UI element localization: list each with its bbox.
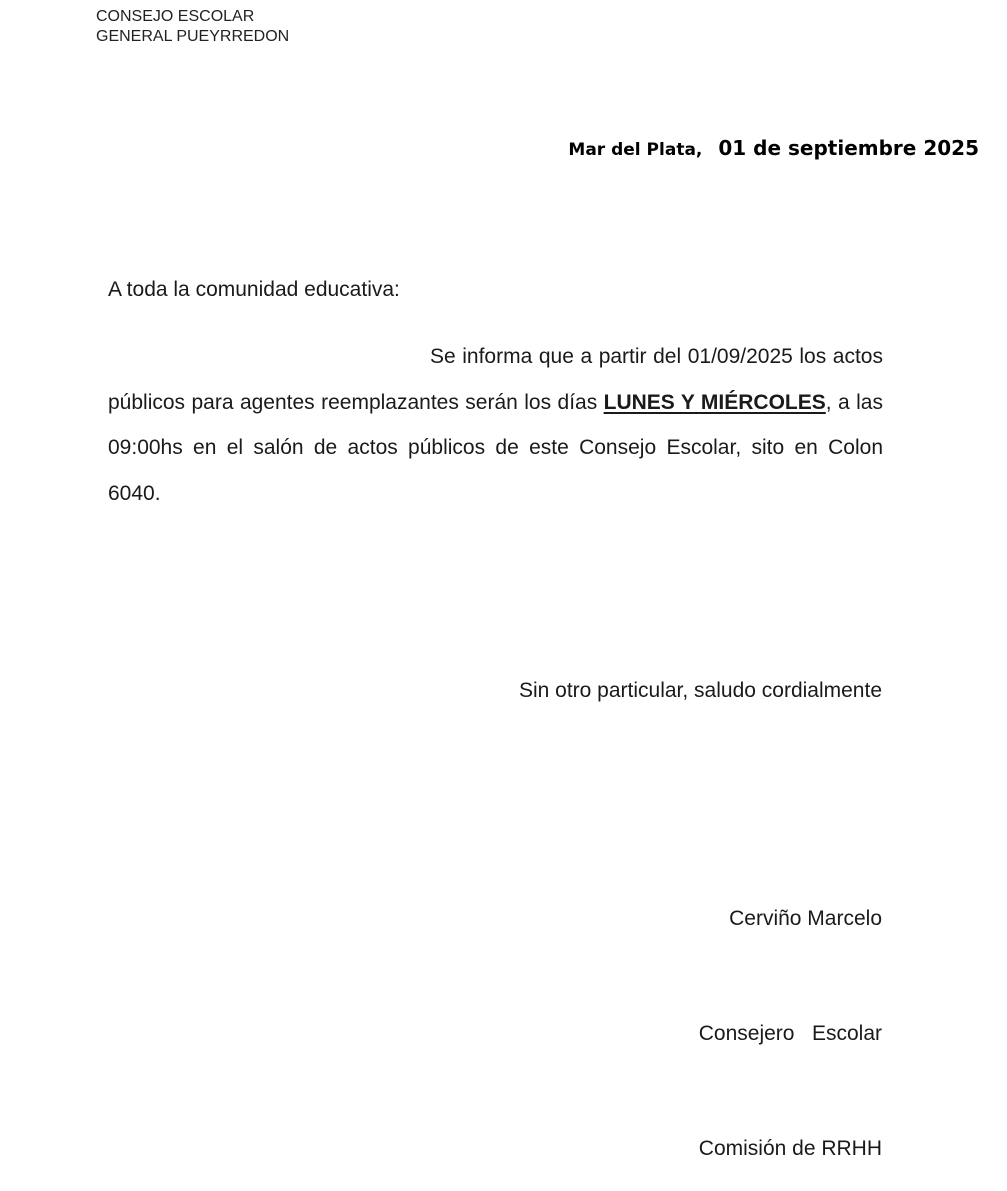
signature-department: Comisión de RRHH	[698, 1137, 882, 1160]
body-text-part-2: , a las 09:00hs en el salón de actos públicos de este Consejo Escolar, sito en Colon 6040.	[108, 390, 883, 505]
signature-role: Consejero Escolar	[698, 1022, 882, 1045]
signature-name: Cerviño Marcelo	[729, 907, 882, 930]
body-emphasis-days: LUNES Y MIÉRCOLES	[603, 390, 826, 414]
dateline	[568, 136, 979, 160]
dateline-date: 01 de septiembre 2025	[718, 136, 979, 160]
letterhead-line-2: GENERAL PUEYRREDON	[96, 28, 290, 45]
greeting: A toda la comunidad educativa:	[108, 278, 400, 301]
dateline-city: Mar del Plata,	[568, 140, 703, 160]
body-paragraph	[108, 334, 883, 516]
body-text-part-1: Se informa que a partir del 01/09/2025 los actos públicos para agentes reemplazantes serán los días	[108, 345, 883, 414]
letterhead-line-1: CONSEJO ESCOLAR	[96, 8, 255, 25]
closing-line: Sin otro particular, saludo cordialmente	[518, 679, 882, 702]
letterhead	[96, 7, 289, 47]
signature-block	[699, 849, 882, 1191]
